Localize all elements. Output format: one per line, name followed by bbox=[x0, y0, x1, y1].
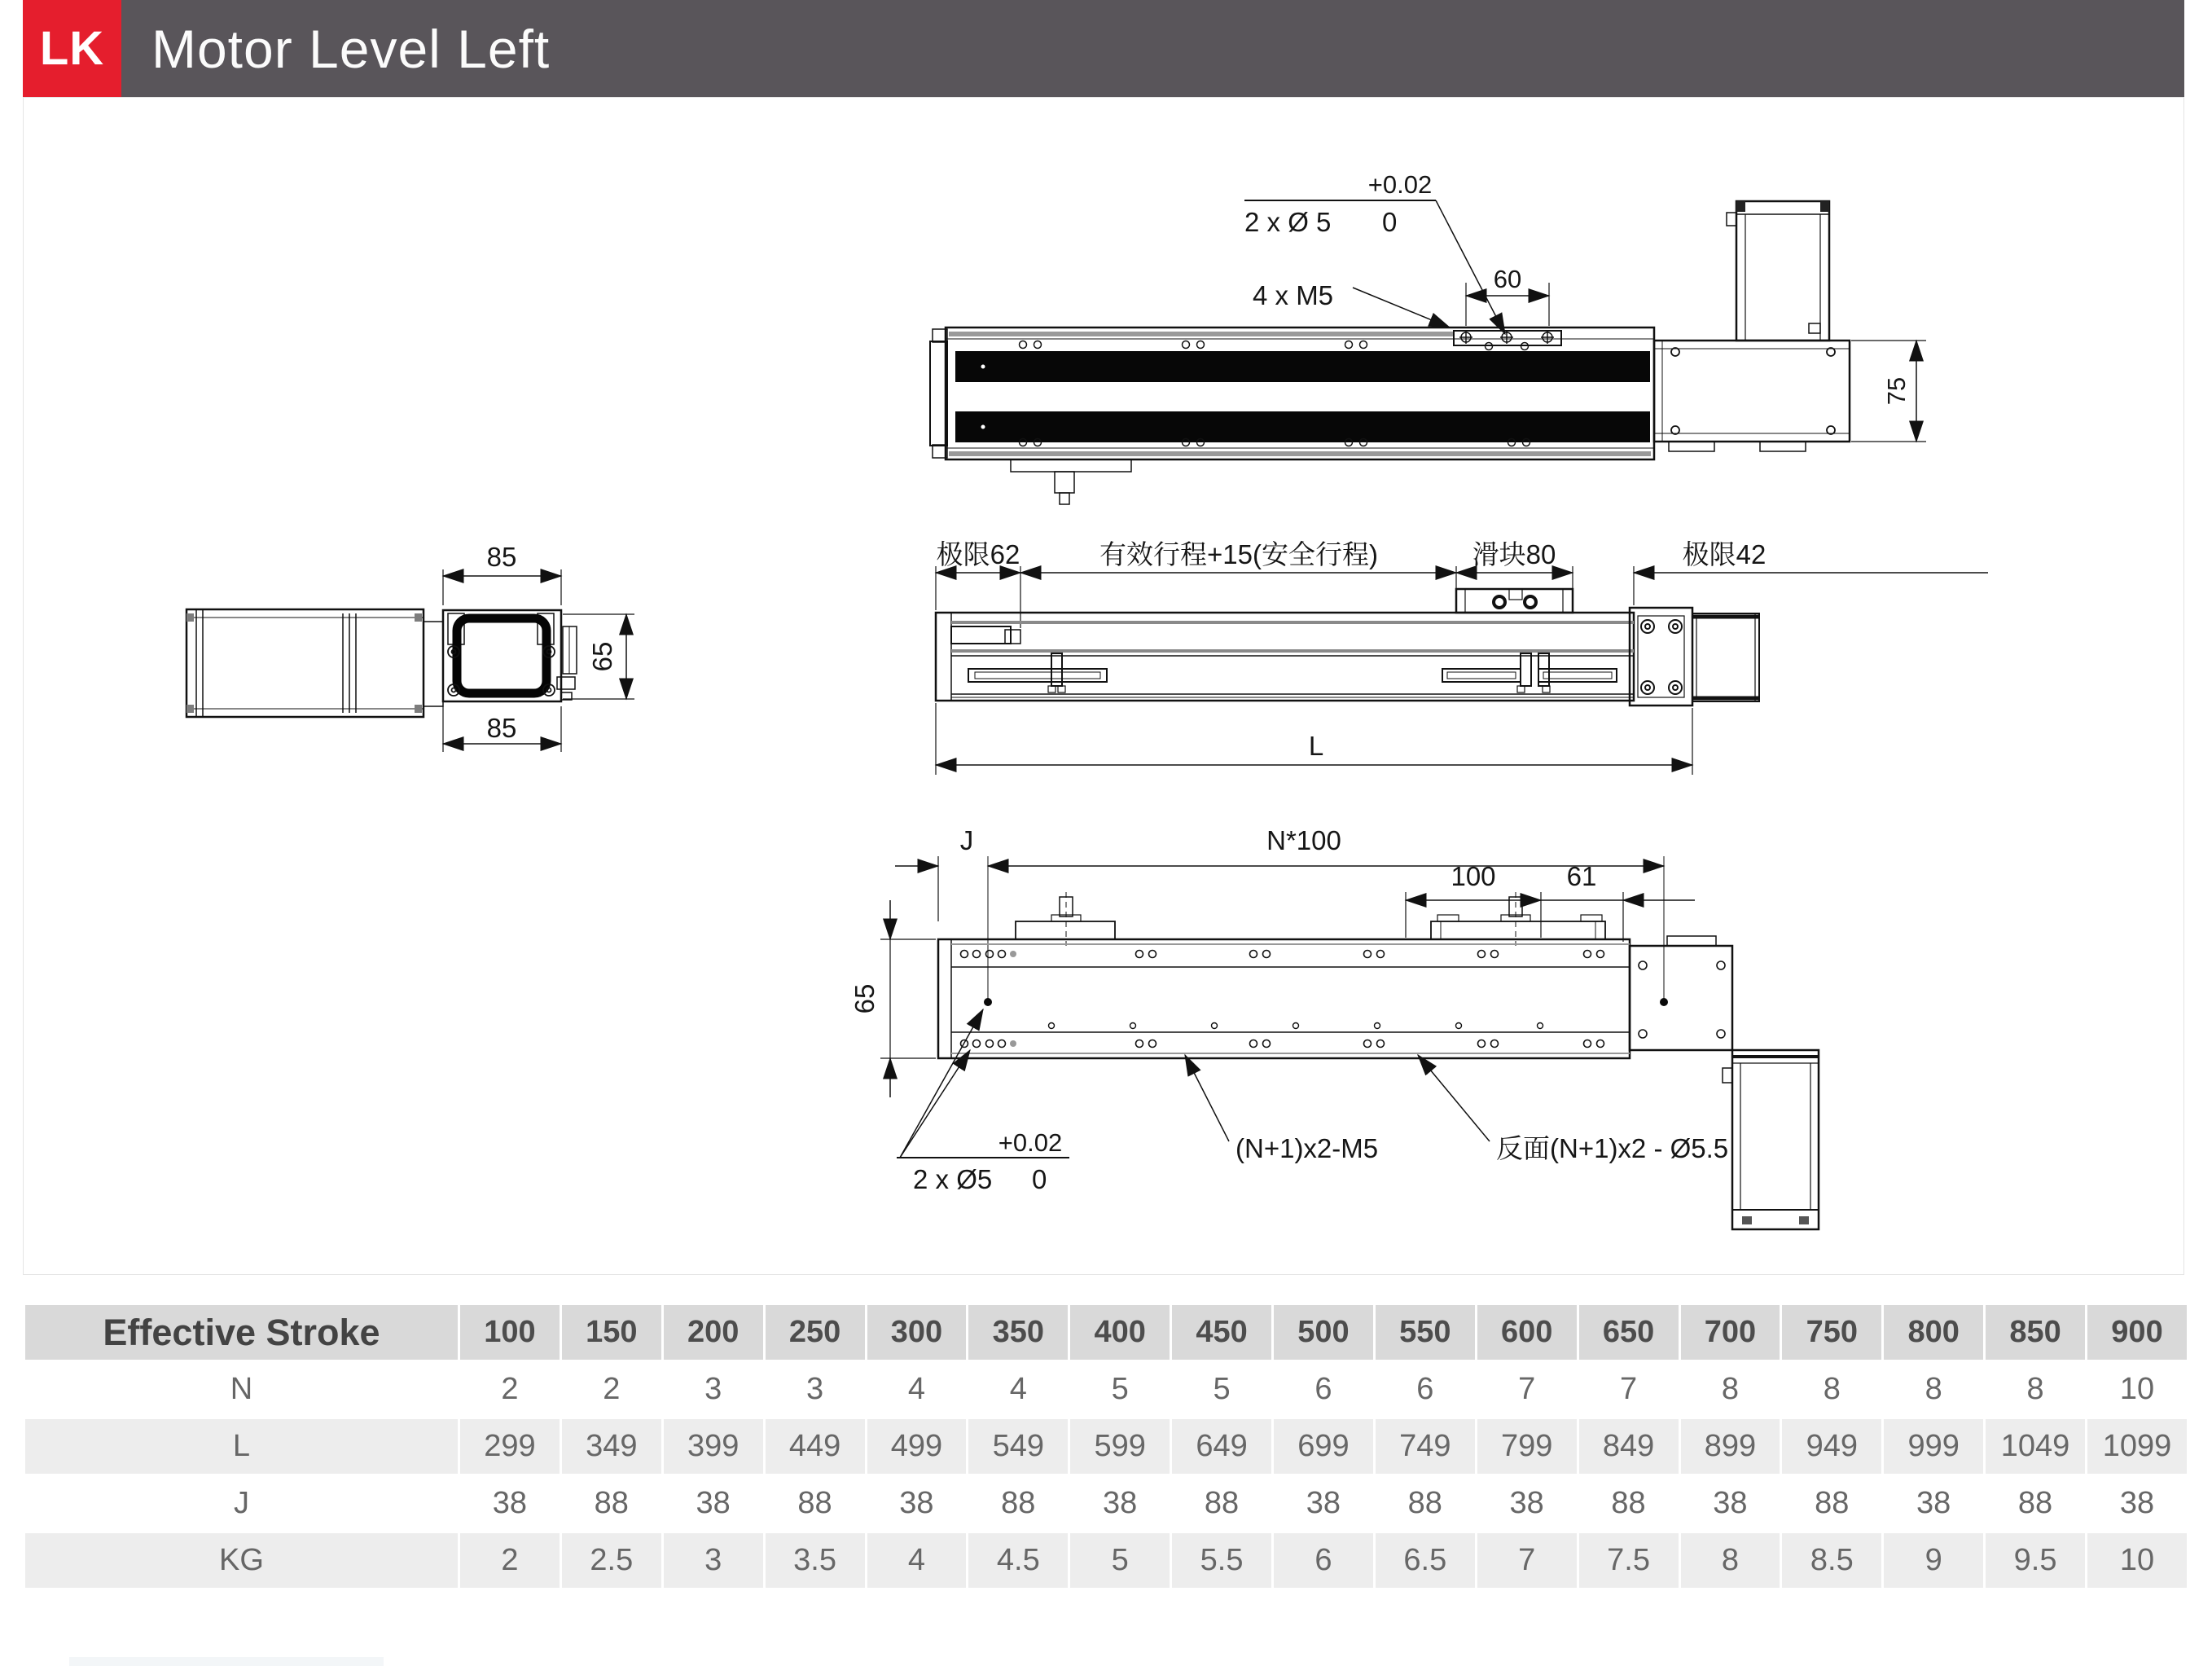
table-cell: 3 bbox=[664, 1533, 763, 1588]
table-cell: 3.5 bbox=[766, 1533, 865, 1588]
spec-table-body bbox=[25, 1362, 2187, 1588]
label-back-holes: 反面(N+1)x2 - Ø5.5 bbox=[1496, 1133, 1729, 1163]
top-tol-base: 2 x Ø 5 bbox=[1244, 207, 1332, 237]
table-cell: 38 bbox=[1070, 1476, 1170, 1531]
table-cell: 38 bbox=[1681, 1476, 1780, 1531]
table-cell: 649 bbox=[1172, 1419, 1271, 1474]
table-cell: 8 bbox=[1884, 1362, 1983, 1417]
table-cell: 8.5 bbox=[1782, 1533, 1881, 1588]
table-cell: 6 bbox=[1274, 1533, 1373, 1588]
table-cell: 38 bbox=[1884, 1476, 1983, 1531]
dim-85-bottom-label: 85 bbox=[486, 713, 517, 743]
dim-L-label: L bbox=[1308, 731, 1324, 761]
bottom-view-drawing bbox=[849, 825, 1819, 1229]
stroke-column-header: 550 bbox=[1376, 1305, 1475, 1360]
row-label: J bbox=[25, 1476, 458, 1531]
dim-75-label: 75 bbox=[1882, 376, 1911, 406]
bottom-tol-plus: +0.02 bbox=[998, 1128, 1063, 1157]
table-cell: 88 bbox=[1172, 1476, 1271, 1531]
stroke-column-header: 400 bbox=[1070, 1305, 1170, 1360]
table-cell: 8 bbox=[1681, 1533, 1780, 1588]
dim-65-label: 65 bbox=[587, 641, 617, 672]
row-label: N bbox=[25, 1362, 458, 1417]
spec-table bbox=[23, 1303, 2189, 1590]
table-cell: 5 bbox=[1070, 1362, 1170, 1417]
table-cell: 7 bbox=[1579, 1362, 1679, 1417]
table-cell: 88 bbox=[968, 1476, 1068, 1531]
table-cell: 10 bbox=[2087, 1362, 2187, 1417]
top-tol-zero: 0 bbox=[1382, 207, 1398, 237]
table-row-J bbox=[25, 1476, 2187, 1531]
table-cell: 3 bbox=[664, 1362, 763, 1417]
table-row-L bbox=[25, 1419, 2187, 1474]
label-n1x2-m5: (N+1)x2-M5 bbox=[1235, 1133, 1379, 1163]
technical-drawing-panel bbox=[23, 97, 2184, 1275]
table-cell: 88 bbox=[1986, 1476, 2085, 1531]
table-cell: 7 bbox=[1477, 1362, 1577, 1417]
table-cell: 88 bbox=[1782, 1476, 1881, 1531]
page-header-bar bbox=[23, 0, 2184, 97]
dim-65-bottom-label: 65 bbox=[849, 983, 880, 1014]
table-cell: 4 bbox=[867, 1362, 967, 1417]
table-cell: 2 bbox=[460, 1362, 560, 1417]
stroke-column-header: 300 bbox=[867, 1305, 967, 1360]
table-cell: 6.5 bbox=[1376, 1533, 1475, 1588]
stroke-column-header: 250 bbox=[766, 1305, 865, 1360]
table-cell: 499 bbox=[867, 1419, 967, 1474]
table-cell: 949 bbox=[1782, 1419, 1881, 1474]
table-cell: 299 bbox=[460, 1419, 560, 1474]
table-cell: 4 bbox=[867, 1533, 967, 1588]
section-view-drawing bbox=[187, 542, 634, 752]
table-cell: 849 bbox=[1579, 1419, 1679, 1474]
table-cell: 8 bbox=[1986, 1362, 2085, 1417]
table-cell: 9 bbox=[1884, 1533, 1983, 1588]
limit-left-label: 极限62 bbox=[936, 539, 1020, 569]
table-cell: 1099 bbox=[2087, 1419, 2187, 1474]
limit-right-label: 极限42 bbox=[1682, 539, 1767, 569]
table-header-label: Effective Stroke bbox=[25, 1305, 458, 1360]
table-cell: 799 bbox=[1477, 1419, 1577, 1474]
stroke-label: 有效行程+15(安全行程) bbox=[1099, 539, 1378, 569]
row-label: KG bbox=[25, 1533, 458, 1588]
page-title: Motor Level Left bbox=[151, 18, 551, 79]
next-section-partial bbox=[69, 1657, 384, 1666]
table-cell: 599 bbox=[1070, 1419, 1170, 1474]
table-cell: 38 bbox=[2087, 1476, 2187, 1531]
table-cell: 5.5 bbox=[1172, 1533, 1271, 1588]
spec-table-head bbox=[25, 1305, 2187, 1360]
table-cell: 88 bbox=[1579, 1476, 1679, 1531]
table-cell: 10 bbox=[2087, 1533, 2187, 1588]
table-row-KG bbox=[25, 1533, 2187, 1588]
table-cell: 8 bbox=[1681, 1362, 1780, 1417]
dim-100-label: 100 bbox=[1451, 861, 1496, 891]
stroke-column-header: 450 bbox=[1172, 1305, 1271, 1360]
table-cell: 38 bbox=[664, 1476, 763, 1531]
table-cell: 4 bbox=[968, 1362, 1068, 1417]
table-cell: 2 bbox=[460, 1533, 560, 1588]
table-cell: 7 bbox=[1477, 1533, 1577, 1588]
table-cell: 6 bbox=[1274, 1362, 1373, 1417]
stroke-column-header: 200 bbox=[664, 1305, 763, 1360]
slider-label: 滑块80 bbox=[1472, 539, 1556, 569]
stroke-column-header: 900 bbox=[2087, 1305, 2187, 1360]
table-cell: 9.5 bbox=[1986, 1533, 2085, 1588]
table-cell: 399 bbox=[664, 1419, 763, 1474]
table-cell: 4.5 bbox=[968, 1533, 1068, 1588]
stroke-column-header: 600 bbox=[1477, 1305, 1577, 1360]
stroke-column-header: 350 bbox=[968, 1305, 1068, 1360]
stroke-column-header: 150 bbox=[562, 1305, 661, 1360]
table-cell: 6 bbox=[1376, 1362, 1475, 1417]
dim-85-top-label: 85 bbox=[486, 542, 517, 572]
side-view-drawing bbox=[936, 539, 1988, 775]
table-cell: 8 bbox=[1782, 1362, 1881, 1417]
bottom-tol-zero: 0 bbox=[1032, 1164, 1047, 1194]
table-cell: 5 bbox=[1070, 1533, 1170, 1588]
table-cell: 38 bbox=[460, 1476, 560, 1531]
table-cell: 38 bbox=[1274, 1476, 1373, 1531]
table-cell: 749 bbox=[1376, 1419, 1475, 1474]
table-cell: 3 bbox=[766, 1362, 865, 1417]
dim-N100-label: N*100 bbox=[1266, 825, 1341, 855]
row-label: L bbox=[25, 1419, 458, 1474]
table-cell: 88 bbox=[562, 1476, 661, 1531]
table-cell: 699 bbox=[1274, 1419, 1373, 1474]
bottom-tol-base: 2 x Ø5 bbox=[913, 1164, 993, 1194]
table-cell: 88 bbox=[1376, 1476, 1475, 1531]
table-cell: 2.5 bbox=[562, 1533, 661, 1588]
stroke-column-header: 500 bbox=[1274, 1305, 1373, 1360]
top-view-drawing bbox=[930, 170, 1926, 504]
table-cell: 549 bbox=[968, 1419, 1068, 1474]
table-cell: 1049 bbox=[1986, 1419, 2085, 1474]
table-cell: 899 bbox=[1681, 1419, 1780, 1474]
technical-drawing-svg bbox=[24, 98, 2185, 1276]
table-cell: 349 bbox=[562, 1419, 661, 1474]
table-row-N bbox=[25, 1362, 2187, 1417]
label-4xm5: 4 x M5 bbox=[1253, 280, 1334, 310]
table-cell: 7.5 bbox=[1579, 1533, 1679, 1588]
stroke-column-header: 850 bbox=[1986, 1305, 2085, 1360]
dim-61-label: 61 bbox=[1566, 861, 1597, 891]
dim-60-label: 60 bbox=[1493, 265, 1522, 293]
stroke-column-header: 650 bbox=[1579, 1305, 1679, 1360]
table-cell: 2 bbox=[562, 1362, 661, 1417]
stroke-column-header: 750 bbox=[1782, 1305, 1881, 1360]
stroke-column-header: 700 bbox=[1681, 1305, 1780, 1360]
table-cell: 999 bbox=[1884, 1419, 1983, 1474]
series-badge: LK bbox=[23, 0, 121, 97]
stroke-column-header: 100 bbox=[460, 1305, 560, 1360]
top-tol-plus: +0.02 bbox=[1367, 170, 1433, 199]
table-cell: 449 bbox=[766, 1419, 865, 1474]
stroke-column-header: 800 bbox=[1884, 1305, 1983, 1360]
table-cell: 38 bbox=[1477, 1476, 1577, 1531]
table-cell: 5 bbox=[1172, 1362, 1271, 1417]
table-cell: 38 bbox=[867, 1476, 967, 1531]
spec-table-header-row bbox=[25, 1305, 2187, 1360]
dim-J-label: J bbox=[959, 825, 974, 855]
table-cell: 88 bbox=[766, 1476, 865, 1531]
